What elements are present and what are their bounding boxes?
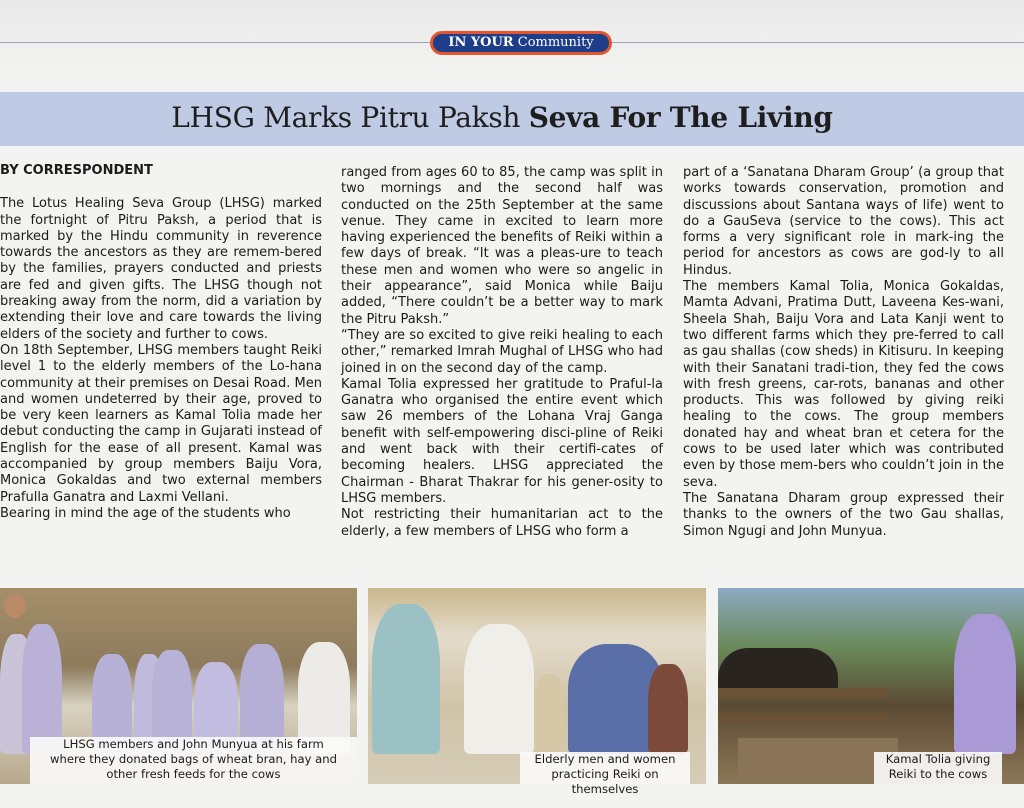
- article-column-2: [341, 165, 663, 540]
- headline-bold: Seva For The Living: [528, 101, 833, 134]
- headline-light: LHSG Marks Pitru Paksh: [171, 101, 529, 134]
- paragraph: The Lotus Healing Seva Group (LHSG) marked the fortnight of Pitru Paksh, a period that is marked by the Hindu community in reverence towards the ancestors as they are remem-bered by the families, prayers conducted and priests are fed and given gifts. The LHSG though not breaking away from the norm, did a variation by extending their love and care towards the living elders of the society and further to cows.: [0, 196, 322, 342]
- headline: [0, 92, 1004, 146]
- photo-caption-2: Elderly men and women practicing Reiki on themselves: [520, 752, 690, 784]
- paragraph: part of a ‘Sanatana Dharam Group’ (a group that works towards conservation, promotion and discussions about Santana ways of life) went to do a GauSeva (service to the cows). This act forms a very significant role in mark-ing the period for ancestors as cows are god-ly to all Hindus.: [683, 165, 1004, 278]
- section-badge-bold: IN YOUR: [448, 35, 514, 50]
- section-badge: [430, 31, 612, 55]
- article-column-3: [683, 165, 1004, 540]
- article-column-1: [0, 163, 322, 522]
- paragraph: The members Kamal Tolia, Monica Gokaldas, Mamta Advani, Pratima Dutt, Laveena Kes-wani, Sheela Shah, Baiju Vora and Lata Kanji went to two different farms which they pre-ferred to call as gau shallas (cow sheds) in Kitisuru. In keeping with their Sanatani tradi-tion, they fed the cows with fresh greens, car-rots, bananas and other products. This was followed by giving reiki healing to the cows. The group members donated hay and wheat bran et cetera for the cows to be used later which was contributed even by those mem-bers who couldn’t join in the seva.: [683, 279, 1004, 490]
- paragraph: Kamal Tolia expressed her gratitude to Praful-la Ganatra who organised the entire event which saw 26 members of the Lohana Vraj Ganga benefit with self-empowering disci-pline of Reiki and went back with their certifi-cates of becoming healers. LHSG appreciated the Chairman - Bharat Thakrar for his gener-osity to LHSG members.: [341, 376, 663, 506]
- photo-caption-1: LHSG members and John Munyua at his farm where they donated bags of wheat bran, hay and other fresh feeds for the cows: [30, 737, 357, 784]
- paragraph: ranged from ages 60 to 85, the camp was split in two mornings and the second half was conducted on the 25th September at the same venue. They came in excited to learn more having experienced the benefits of Reiki within a few days of break. “It was a pleas-ure to teach these men and women who were so angelic in their appearance”, said Monica while Baiju added, “There couldn’t be a better way to mark the Pitru Paksh.”: [341, 165, 663, 327]
- paragraph: “They are so excited to give reiki healing to each other,” remarked Imrah Mughal of LHSG who had joined in on the second day of the camp.: [341, 327, 663, 376]
- byline: BY CORRESPONDENT: [0, 163, 153, 178]
- section-badge-rest: Community: [513, 35, 594, 50]
- paragraph: The Sanatana Dharam group expressed their thanks to the owners of the two Gau shallas, Simon Ngugi and John Munyua.: [683, 490, 1004, 539]
- paragraph: On 18th September, LHSG members taught Reiki level 1 to the elderly members of the Lo-hana community at their premises on Desai Road. Men and women undeterred by their age, proved to be very keen learners as Kamal Tolia made her debut conducting the camp in Gujarati instead of English for the ease of all present. Kamal was accompanied by group members Baiju Vora, Monica Gokaldas and two external members Prafulla Ganatra and Laxmi Vellani.: [0, 342, 322, 505]
- photo-caption-3: Kamal Tolia giving Reiki to the cows: [874, 752, 1002, 784]
- paragraph: Not restricting their humanitarian act to the elderly, a few members of LHSG who form a: [341, 507, 663, 539]
- paragraph: Bearing in mind the age of the students who: [0, 505, 291, 521]
